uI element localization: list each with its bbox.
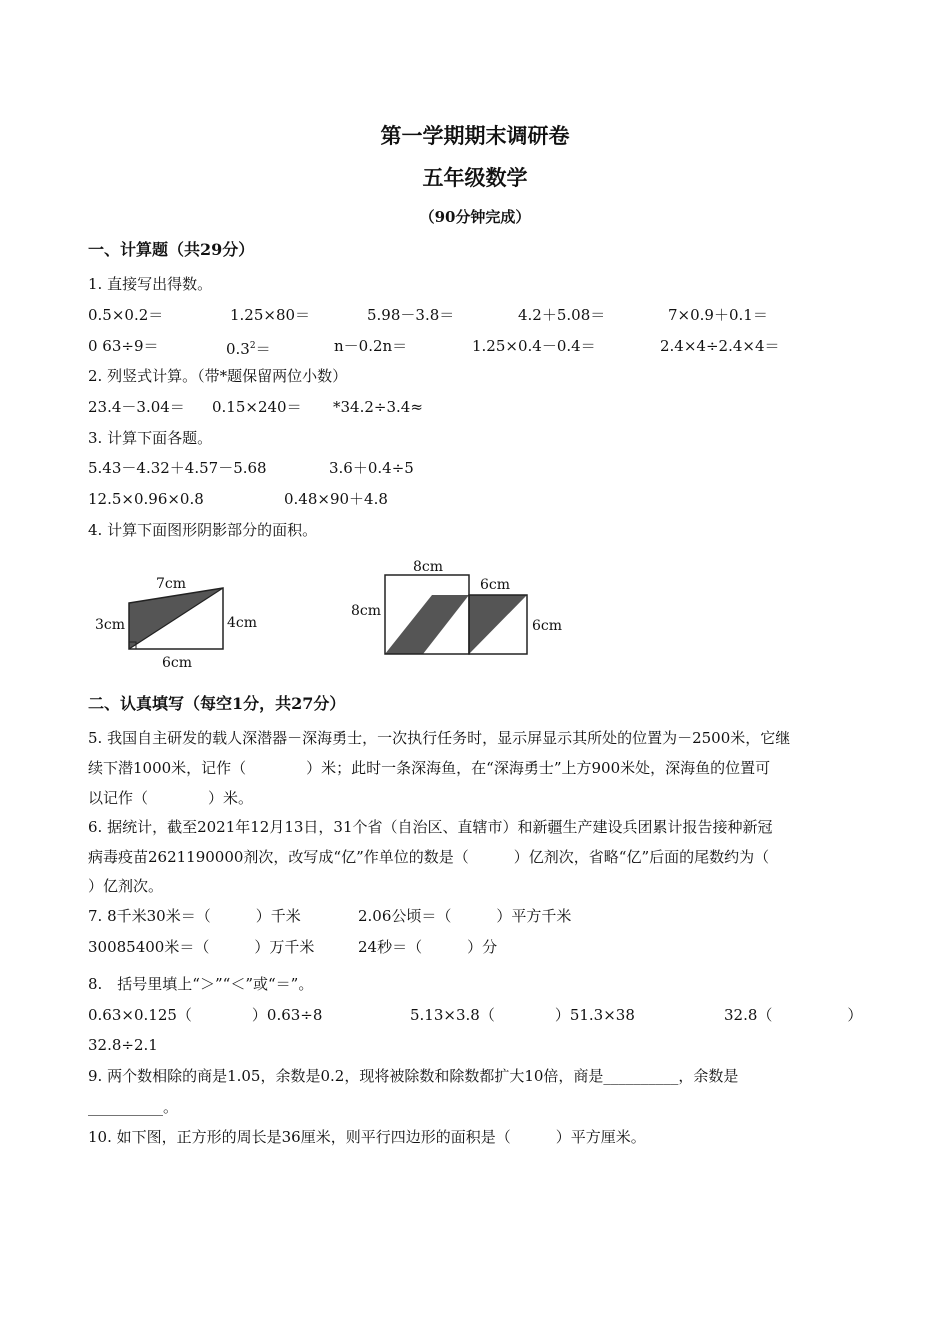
label-small-right: 6cm [532,618,563,634]
q8-item: 32.8÷2.1 [88,1036,158,1054]
q6-line: 病毒疫苗2621190000剂次，改写成“亿”作单位的数是（ ）亿剂次，省略“亿”后面的尾数约为（ [88,848,770,866]
label-top: 7cm [156,576,187,592]
q5-line: 续下潜1000米，记作（ ）米；此时一条深海鱼，在“深海勇士”上方900米处，深海鱼的位置可 [88,759,771,777]
q7-item: 30085400米＝（ ）万千米 [88,938,315,956]
label-small-top: 6cm [480,577,511,593]
q6-line: 6. 据统计，截至2021年12月13日，31个省（自治区、直辖市）和新疆生产建设兵团累计报告接种新冠 [88,818,773,836]
page-title: 第一学期期末调研卷 [380,123,570,148]
q5-line: 5. 我国自主研发的载人深潜器－深海勇士，一次执行任务时，显示屏显示其所处的位置为－2500米，它继 [88,729,791,747]
q3-item: 12.5×0.96×0.8 [88,490,204,508]
q1-prompt: 1. 直接写出得数。 [88,275,213,293]
q3-prompt: 3. 计算下面各题。 [88,429,213,447]
q4-figure-trapezoid [90,568,270,673]
q4-figure-squares [345,555,575,665]
page-subtitle: 五年级数学 [422,165,528,190]
section1-heading: 一、计算题（共29分） [88,240,255,259]
exam-duration: （90分钟完成） [419,208,531,226]
q7-item: 2.06公顷＝（ ）平方千米 [358,907,572,925]
q10-line: 10. 如下图，正方形的周长是36厘米，则平行四边形的面积是（ ）平方厘米。 [88,1128,646,1146]
label-right: 4cm [227,615,258,631]
q4-prompt: 4. 计算下面图形阴影部分的面积。 [88,521,318,539]
q2-item: 0.15×240＝ [212,398,302,416]
q1-item: 0.5×0.2＝ [88,306,164,324]
q3-item: 0.48×90＋4.8 [284,490,388,508]
q2-item: *34.2÷3.4≈ [333,398,423,416]
q1-item: n－0.2n＝ [334,337,408,355]
label-bottom: 6cm [162,655,193,671]
q7-item: 7. 8千米30米＝（ ）千米 [88,907,301,925]
q9-line: __________。 [88,1098,179,1116]
q1-item: 1.25×80＝ [230,306,311,324]
q1-item: 4.2＋5.08＝ [518,306,606,324]
q8-item: 32.8（ ） [724,1006,863,1024]
q5-line: 以记作（ ）米。 [88,789,254,807]
q2-item: 23.4－3.04＝ [88,398,185,416]
shaded-right [469,595,527,654]
shaded-left [385,595,469,654]
q2-prompt: 2. 列竖式计算。（带*题保留两位小数） [88,367,348,385]
label-square-top: 8cm [413,559,444,575]
q1-item-power: $0.3^2=$ [226,340,271,358]
q8-item: 0.63×0.125（ ）0.63÷8 [88,1006,323,1024]
q1-item: 2.4×4÷2.4×4＝ [660,337,780,355]
q6-line: ）亿剂次。 [88,877,164,895]
label-left: 3cm [95,617,126,633]
label-square-left: 8cm [351,603,382,619]
q8-item: 5.13×3.8（ ）51.3×38 [410,1006,635,1024]
q7-item: 24秒＝（ ）分 [358,938,498,956]
q1-item: 1.25×0.4－0.4＝ [472,337,596,355]
q1-item: 0 63÷9＝ [88,337,159,355]
section2-heading: 二、认真填写（每空1分，共27分） [88,694,346,713]
q1-item: 5.98－3.8＝ [367,306,455,324]
q3-item: 3.6＋0.4÷5 [329,459,414,477]
q1-item: 7×0.9＋0.1＝ [668,306,768,324]
q9-line: 9. 两个数相除的商是1.05，余数是0.2，现将被除数和除数都扩大10倍，商是__________，余数是 [88,1067,739,1085]
q3-item: 5.43－4.32＋4.57－5.68 [88,459,267,477]
q8-prompt: 8. 括号里填上“＞”“＜”或“＝”。 [88,975,314,993]
